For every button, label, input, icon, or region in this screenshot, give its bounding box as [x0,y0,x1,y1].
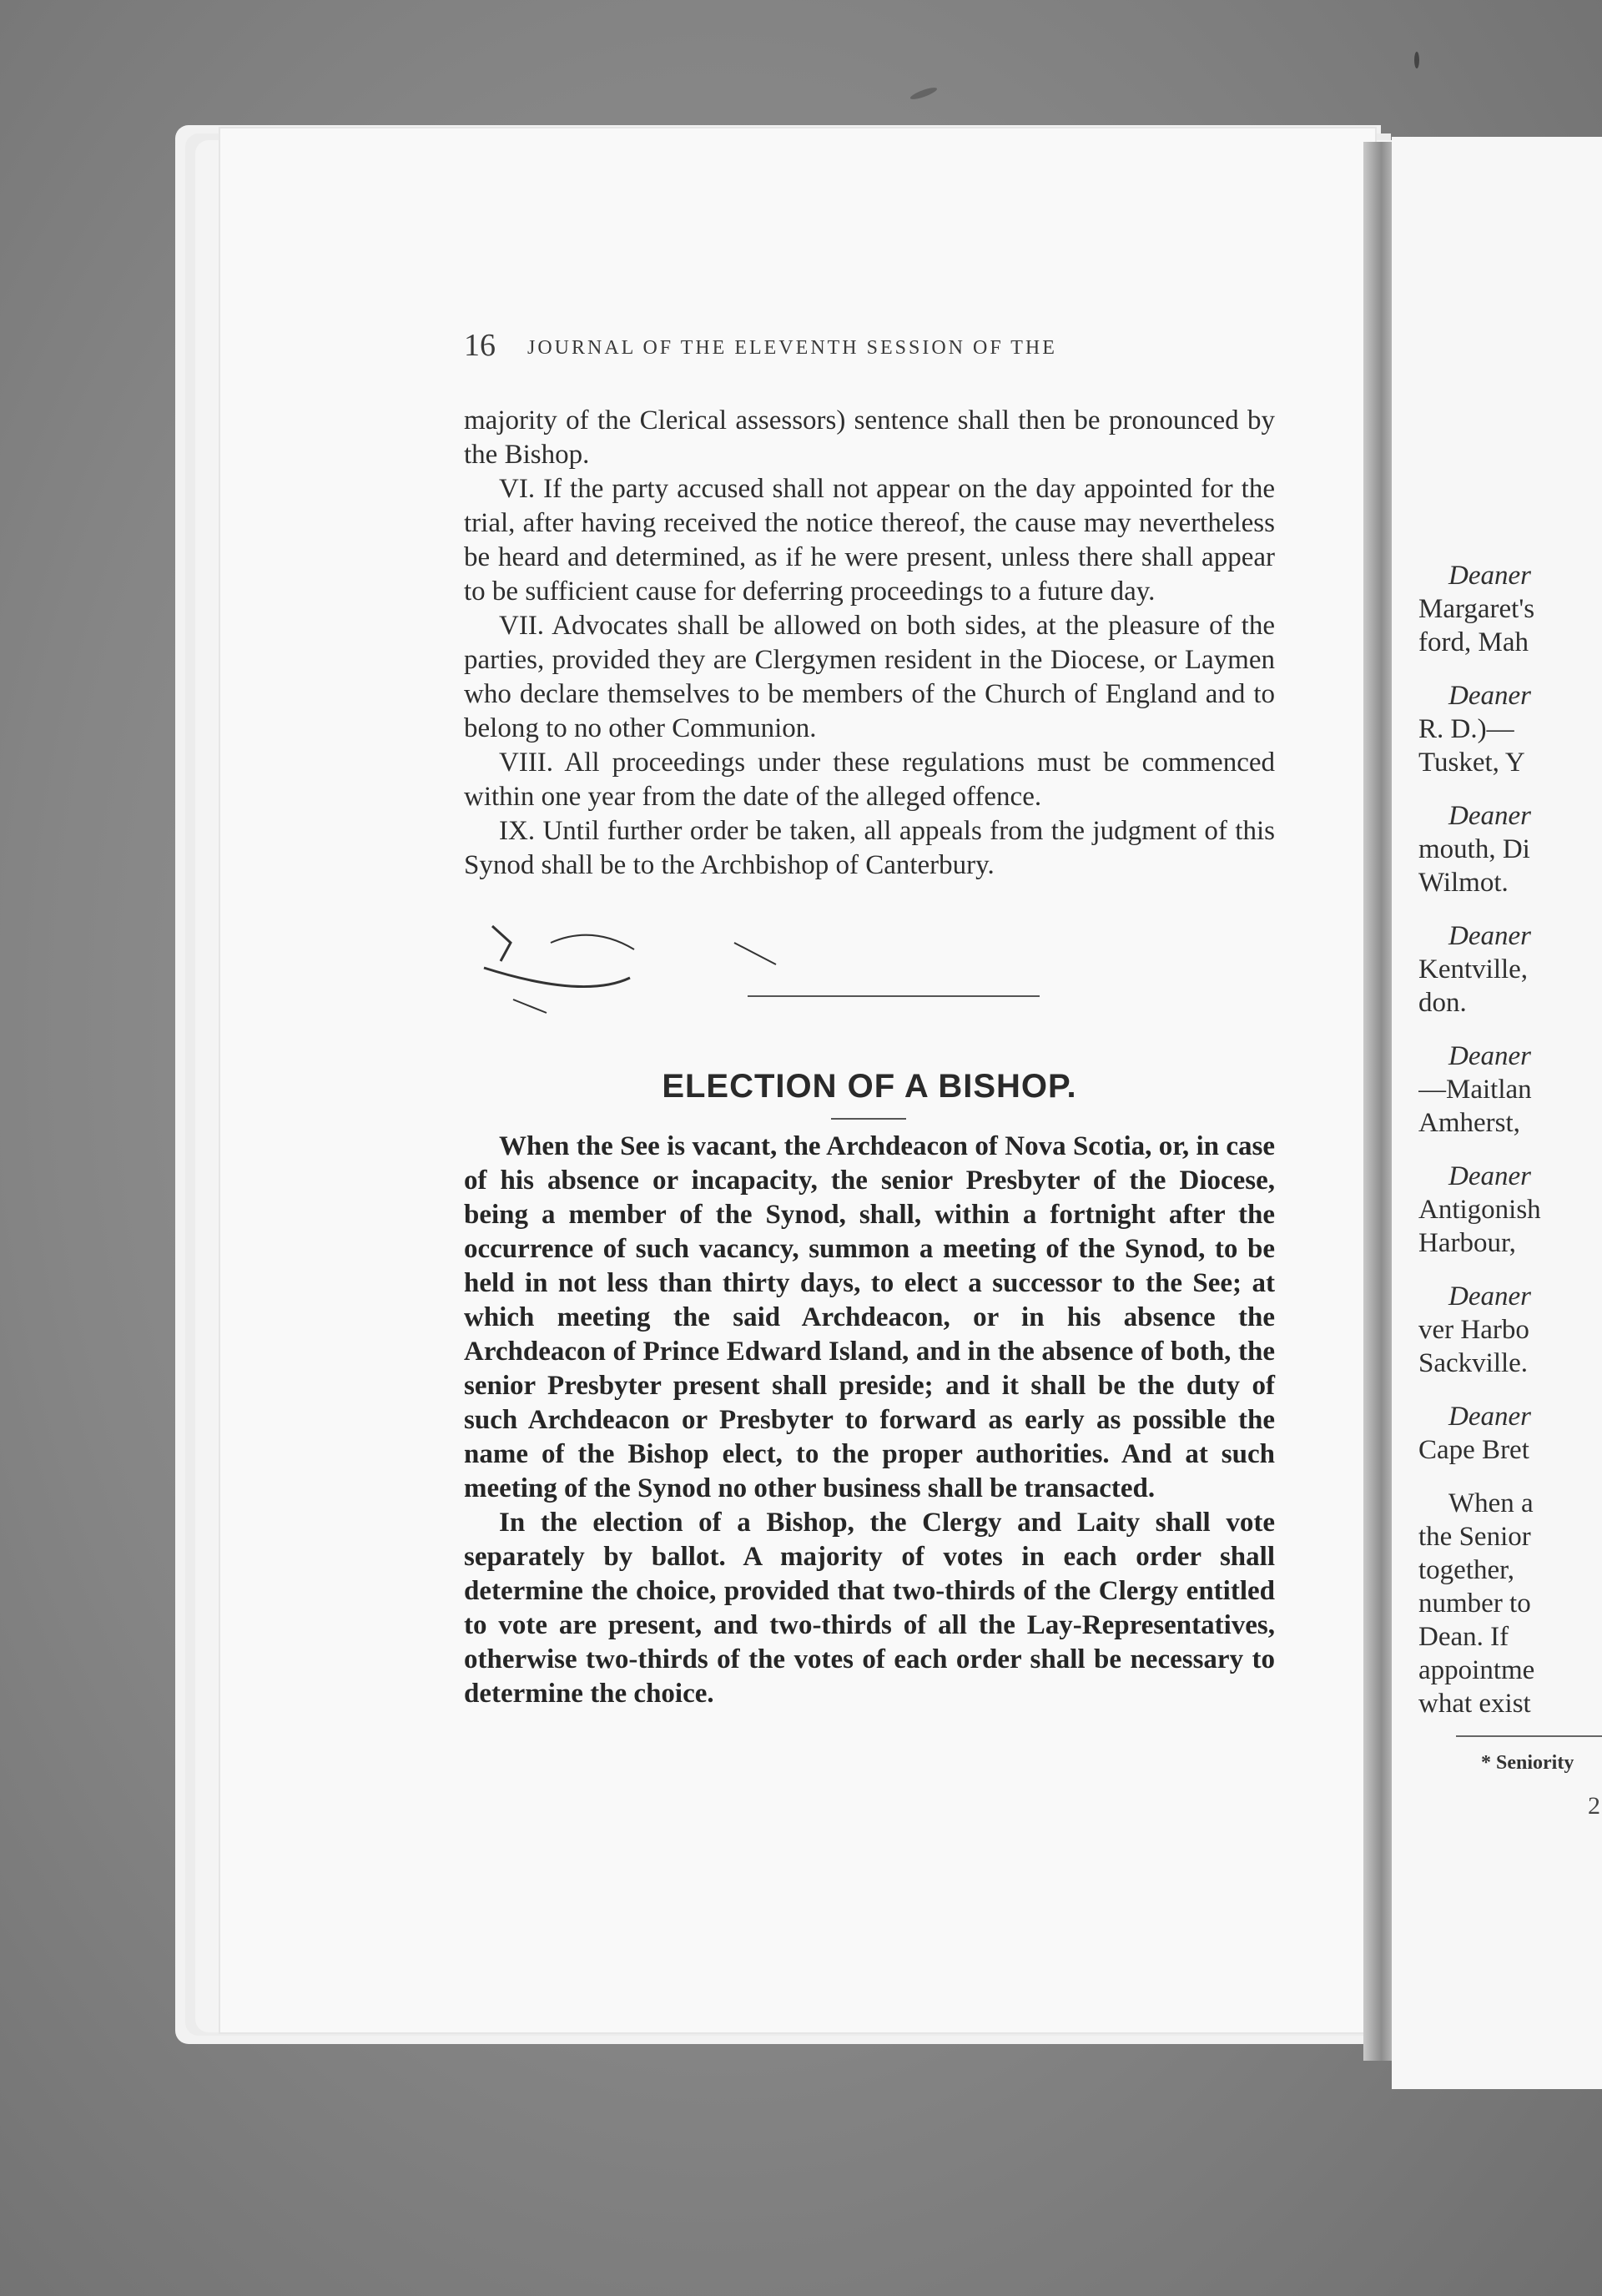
paragraph: When the See is vacant, the Archdeacon of Nova Scotia, or, in case of his absence or incapacity, the senior Presbyter of the Diocese, being a member of the Synod, shall, within a fortnight after the occurrence of such vacancy, summon a meeting of the Synod, to be held in not less than thirty days, to elect a successor to the See; at which meeting the said Archdeacon, or in his absence the Archdeacon of Prince Edward Island, and in the absence of both, the senior Presbyter present shall preside; and it shall be the duty of such Archdeacon or Presbyter to forward as early as possible the name of the Bishop elect, to the proper authorities. And at such meeting of the Synod no other business shall be transacted. [464,1131,1275,1503]
line: Deaner [1448,561,1531,591]
line: Wilmot. [1418,868,1509,898]
line: Amherst, [1418,1108,1520,1138]
closing-paragraph [1418,1487,1602,1720]
deanery-paragraph [1418,679,1602,779]
section-divider [748,995,1040,997]
deanery-paragraph [1418,1040,1602,1140]
line: When a [1448,1488,1534,1518]
election-text-block [464,1130,1275,1711]
paragraph: VIII. All proceedings under these regulations must be commenced within one year from the date of the alleged offence. [464,748,1275,812]
line: Kentville, [1418,954,1529,984]
signature-mark: 2 [1588,1792,1600,1820]
paragraph: IX. Until further order be taken, all appeals from the judgment of this Synod shall be to the Archbishop of Canterbury. [464,816,1275,880]
deanery-paragraph [1418,1400,1602,1467]
deanery-paragraph [1418,559,1602,659]
running-head-title: JOURNAL OF THE ELEVENTH SESSION OF THE [527,337,1057,359]
deanery-paragraph [1418,1160,1602,1260]
line: ver Harbo [1418,1315,1529,1345]
paragraph: VI. If the party accused shall not appear on the day appointed for the trial, after having received the notice thereof, the cause may nevertheless be heard and determined, as if he were present, unless there shall appear to be sufficient cause for deferring proceedings to a future day. [464,474,1275,607]
line: Harbour, [1418,1228,1516,1258]
line: —Maitlan [1418,1075,1532,1105]
footnote: * Seniority [1481,1752,1574,1774]
paragraph: VII. Advocates shall be allowed on both sides, at the pleasure of the parties, provided they are Clergymen resident in the Diocese, or Laymen who declare themselves to be members of the Church of England and to belong to no other Communion. [464,611,1275,743]
page-number: 16 [464,328,496,363]
line: the Senior [1418,1522,1531,1552]
line: mouth, Di [1418,834,1530,864]
dust-speck [1414,52,1419,68]
line: Deaner [1448,1402,1531,1432]
line: what exist [1418,1689,1531,1719]
line: Dean. If [1418,1622,1509,1652]
pen-strikethrough-marks [451,909,884,1018]
footnote-rule [1456,1735,1602,1737]
line: R. D.)— [1418,714,1514,744]
line: Deaner [1448,1041,1531,1071]
line: together, [1418,1555,1515,1585]
line: Deaner [1448,1161,1531,1191]
line: don. [1418,988,1467,1018]
line: Antigonish [1418,1195,1541,1225]
heading-underline [831,1118,906,1120]
deanery-paragraph [1418,919,1602,1020]
right-page-text [1418,559,1602,1740]
line: Margaret's [1418,594,1535,624]
deanery-paragraph [1418,799,1602,899]
line: appointme [1418,1655,1535,1685]
line: Deaner [1448,921,1531,951]
paragraph: In the election of a Bishop, the Clergy and Laity shall vote separately by ballot. A majority of votes in each order shall determine the choice, provided that two-thirds of the Clergy entitled to vote are present, and two-thirds of all the Lay-Representatives, otherwise two-thirds of the votes of each order shall be necessary to determine the choice. [464,1508,1275,1709]
line: Deaner [1448,681,1531,711]
deanery-paragraph [1418,1280,1602,1380]
line: Deaner [1448,801,1531,831]
line: number to [1418,1589,1531,1619]
line: Tusket, Y [1418,748,1525,778]
running-header [464,327,1265,364]
line: Sackville. [1418,1348,1529,1378]
paragraph: majority of the Clerical assessors) sentence shall then be pronounced by the Bishop. [464,405,1275,470]
line: ford, Mah [1418,627,1529,657]
rules-text-block [464,404,1275,883]
section-heading: ELECTION OF A BISHOP. [662,1068,1077,1105]
book-gutter [1363,142,1393,2061]
line: Deaner [1448,1281,1531,1312]
line: Cape Bret [1418,1435,1529,1465]
